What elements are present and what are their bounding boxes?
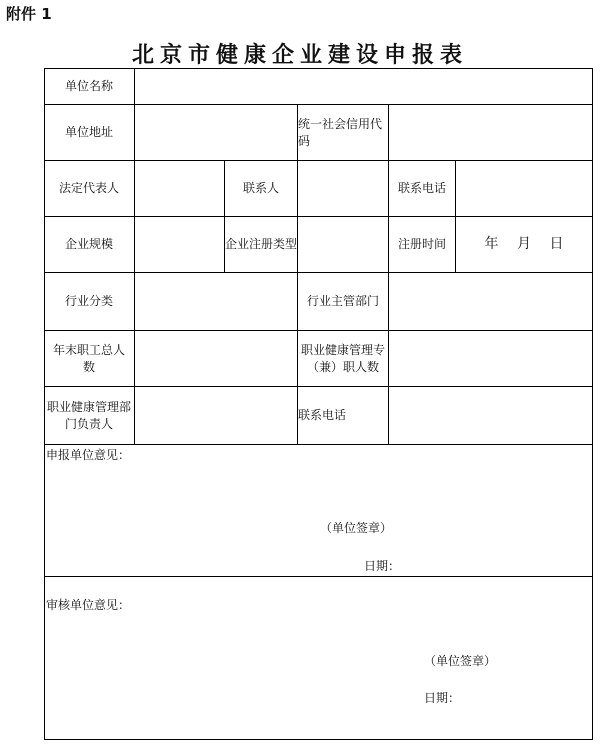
industry-label: 行业分类	[64, 294, 113, 308]
form-title: 北京市健康企业建设申报表	[131, 43, 468, 68]
scale-label: 企业规模	[64, 237, 113, 251]
contact-phone-field[interactable]	[456, 161, 592, 216]
reg-date-field[interactable]: 年 月 日	[484, 236, 564, 252]
contact-person-label: 联系人	[242, 181, 279, 195]
attachment-label: 附件 1	[6, 5, 52, 23]
industry-field[interactable]	[135, 273, 297, 330]
border-bottom	[44, 739, 593, 740]
contact-person-field[interactable]	[298, 161, 388, 216]
oh-staff-field[interactable]	[389, 331, 592, 386]
unit-address-field[interactable]	[135, 105, 297, 160]
industry-dept-field[interactable]	[389, 273, 592, 330]
staff-total-label: 年末职工总人数	[52, 342, 125, 374]
reviewer-seal-text: （单位签章）	[424, 654, 497, 668]
oh-staff-label: 职业健康管理专（兼）职人数	[300, 342, 385, 374]
legal-rep-field[interactable]	[135, 161, 224, 216]
credit-code-label: 统一社会信用代码	[298, 116, 383, 148]
reg-type-field[interactable]	[298, 217, 388, 272]
staff-total-field[interactable]	[135, 331, 297, 386]
contact-phone2-label: 联系电话	[298, 408, 347, 422]
contact-phone-label: 联系电话	[397, 181, 446, 195]
applicant-opinion-label: 申报单位意见：	[46, 448, 131, 462]
applicant-seal-text: （单位签章）	[320, 521, 393, 535]
border-right	[592, 68, 593, 740]
reg-type-label: 企业注册类型	[225, 237, 298, 251]
scale-field[interactable]	[135, 217, 224, 272]
applicant-date-label: 日期：	[364, 559, 401, 573]
contact-phone2-field[interactable]	[389, 387, 592, 444]
unit-name-label: 单位名称	[64, 79, 113, 93]
oh-dept-head-label: 职业健康管理部门负责人	[46, 399, 131, 431]
reg-time-label: 注册时间	[397, 237, 446, 251]
application-form-table	[44, 68, 593, 740]
credit-code-field[interactable]	[389, 105, 592, 160]
applicant-opinion-area[interactable]	[45, 445, 592, 576]
industry-dept-label: 行业主管部门	[306, 294, 379, 308]
unit-address-label: 单位地址	[64, 125, 113, 139]
legal-rep-label: 法定代表人	[58, 181, 119, 195]
oh-dept-head-field[interactable]	[135, 387, 297, 444]
reviewer-date-label: 日期：	[424, 691, 461, 705]
reviewer-opinion-label: 审核单位意见：	[46, 598, 131, 612]
unit-name-field[interactable]	[135, 69, 592, 104]
